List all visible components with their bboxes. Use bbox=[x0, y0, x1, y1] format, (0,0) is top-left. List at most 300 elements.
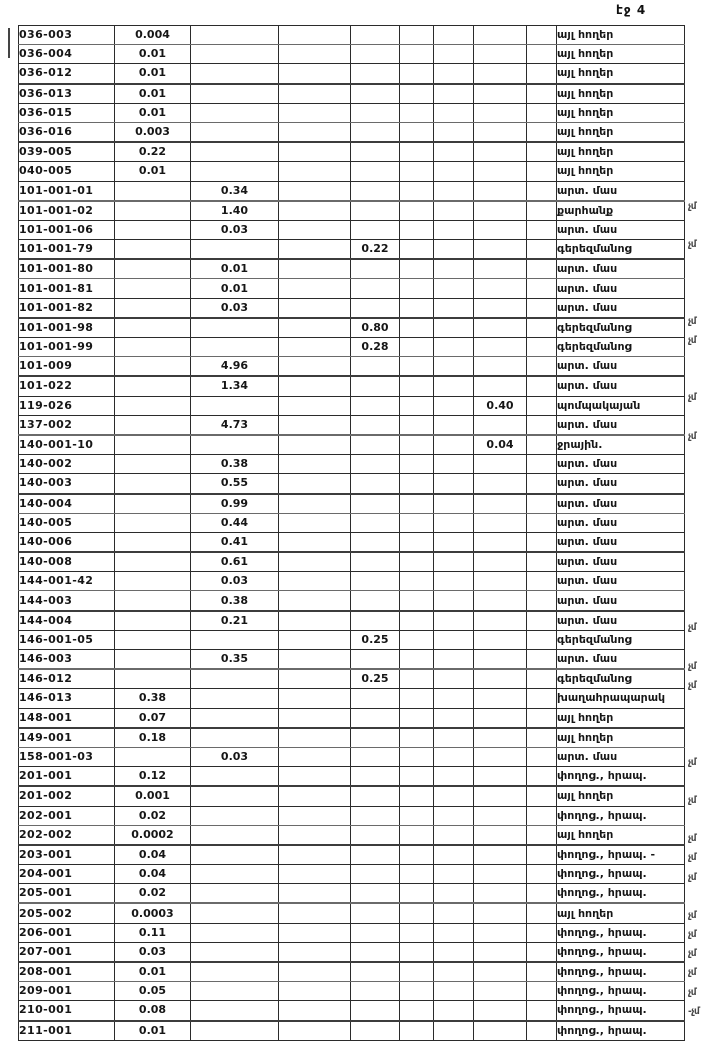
area-value-cell-col3 bbox=[191, 142, 279, 162]
empty-cell bbox=[527, 64, 557, 84]
empty-cell bbox=[434, 64, 474, 84]
empty-cell bbox=[527, 845, 557, 865]
empty-cell bbox=[279, 747, 351, 766]
empty-cell bbox=[279, 923, 351, 942]
area-value-cell-col3 bbox=[191, 825, 279, 845]
area-value-cell-col5 bbox=[351, 650, 400, 670]
margin-mark: չմ bbox=[688, 949, 697, 960]
area-value-cell-col3 bbox=[191, 982, 279, 1001]
empty-cell bbox=[400, 532, 434, 552]
land-use-cell: գերեզմանոց bbox=[557, 630, 685, 649]
land-use-cell: փողոց., հրապ. bbox=[557, 982, 685, 1001]
margin-mark: չմ bbox=[688, 393, 697, 404]
land-use-cell: արտ. մաս bbox=[557, 220, 685, 239]
empty-cell bbox=[400, 903, 434, 923]
empty-cell bbox=[434, 494, 474, 514]
empty-cell bbox=[279, 142, 351, 162]
area-value-cell-col8 bbox=[474, 552, 527, 572]
area-value-cell-col3 bbox=[191, 630, 279, 649]
table-row bbox=[19, 923, 685, 942]
area-value-cell-col2 bbox=[115, 220, 191, 239]
empty-cell bbox=[279, 552, 351, 572]
land-use-cell: փողոց., հրապ. bbox=[557, 767, 685, 787]
table-row bbox=[19, 825, 685, 845]
area-value-cell-col2: 0.01 bbox=[115, 84, 191, 104]
empty-cell bbox=[279, 26, 351, 45]
empty-cell bbox=[400, 552, 434, 572]
empty-cell bbox=[527, 201, 557, 221]
area-value-cell-col3: 1.34 bbox=[191, 376, 279, 396]
area-value-cell-col2: 0.11 bbox=[115, 923, 191, 942]
empty-cell bbox=[279, 415, 351, 435]
area-value-cell-col5 bbox=[351, 415, 400, 435]
area-value-cell-col8 bbox=[474, 26, 527, 45]
area-value-cell-col8: 0.04 bbox=[474, 435, 527, 455]
empty-cell bbox=[527, 240, 557, 260]
empty-cell bbox=[527, 45, 557, 64]
table-row bbox=[19, 298, 685, 318]
area-value-cell-col8 bbox=[474, 318, 527, 338]
empty-cell bbox=[434, 396, 474, 415]
area-value-cell-col8 bbox=[474, 708, 527, 728]
table-row bbox=[19, 650, 685, 670]
empty-cell bbox=[279, 884, 351, 904]
empty-cell bbox=[527, 396, 557, 415]
table-row bbox=[19, 884, 685, 904]
empty-cell bbox=[279, 1021, 351, 1041]
empty-cell bbox=[527, 474, 557, 494]
margin-mark: չմ bbox=[688, 335, 697, 347]
area-value-cell-col3: 0.01 bbox=[191, 259, 279, 279]
margin-annotations bbox=[686, 25, 712, 1022]
empty-cell bbox=[434, 474, 474, 494]
area-value-cell-col8 bbox=[474, 962, 527, 982]
area-value-cell-col3 bbox=[191, 240, 279, 260]
empty-cell bbox=[527, 513, 557, 532]
table-row bbox=[19, 806, 685, 825]
parcel-code-cell: 036-004 bbox=[19, 45, 115, 64]
area-value-cell-col8 bbox=[474, 865, 527, 884]
area-value-cell-col5 bbox=[351, 845, 400, 865]
land-use-cell: այլ հողեր bbox=[557, 103, 685, 122]
area-value-cell-col2: 0.0003 bbox=[115, 903, 191, 923]
parcel-code-cell: 140-002 bbox=[19, 455, 115, 474]
area-value-cell-col5 bbox=[351, 923, 400, 942]
empty-cell bbox=[279, 572, 351, 591]
land-parcel-table bbox=[18, 25, 685, 1041]
land-use-cell: արտ. մաս bbox=[557, 298, 685, 318]
table-row bbox=[19, 415, 685, 435]
area-value-cell-col3 bbox=[191, 1021, 279, 1041]
empty-cell bbox=[279, 825, 351, 845]
area-value-cell-col2: 0.01 bbox=[115, 1021, 191, 1041]
area-value-cell-col8 bbox=[474, 122, 527, 142]
land-use-cell: այլ հողեր bbox=[557, 903, 685, 923]
land-use-cell: գերեզմանոց bbox=[557, 669, 685, 689]
empty-cell bbox=[279, 1001, 351, 1021]
area-value-cell-col5 bbox=[351, 474, 400, 494]
empty-cell bbox=[400, 338, 434, 357]
area-value-cell-col5 bbox=[351, 865, 400, 884]
empty-cell bbox=[279, 435, 351, 455]
area-value-cell-col5 bbox=[351, 532, 400, 552]
empty-cell bbox=[434, 122, 474, 142]
area-value-cell-col5 bbox=[351, 572, 400, 591]
area-value-cell-col3 bbox=[191, 64, 279, 84]
margin-mark: չմ bbox=[688, 661, 697, 672]
empty-cell bbox=[527, 689, 557, 708]
empty-cell bbox=[434, 513, 474, 532]
empty-cell bbox=[434, 669, 474, 689]
empty-cell bbox=[434, 357, 474, 377]
empty-cell bbox=[527, 903, 557, 923]
area-value-cell-col8 bbox=[474, 767, 527, 787]
empty-cell bbox=[527, 786, 557, 806]
parcel-code-cell: 140-004 bbox=[19, 494, 115, 514]
land-use-cell: արտ. մաս bbox=[557, 494, 685, 514]
area-value-cell-col3: 0.03 bbox=[191, 298, 279, 318]
land-use-cell: արտ. մաս bbox=[557, 259, 685, 279]
parcel-code-cell: 140-003 bbox=[19, 474, 115, 494]
area-value-cell-col5 bbox=[351, 26, 400, 45]
land-use-cell: այլ հողեր bbox=[557, 64, 685, 84]
land-use-cell: խաղահրապարակ bbox=[557, 689, 685, 708]
table-row bbox=[19, 611, 685, 631]
area-value-cell-col2: 0.01 bbox=[115, 962, 191, 982]
table-row bbox=[19, 142, 685, 162]
area-value-cell-col8 bbox=[474, 845, 527, 865]
table-row bbox=[19, 45, 685, 64]
parcel-code-cell: 201-002 bbox=[19, 786, 115, 806]
empty-cell bbox=[279, 630, 351, 649]
table-row bbox=[19, 201, 685, 221]
land-use-cell: քարհանք bbox=[557, 201, 685, 221]
table-row bbox=[19, 1021, 685, 1041]
empty-cell bbox=[400, 786, 434, 806]
area-value-cell-col2 bbox=[115, 630, 191, 649]
area-value-cell-col8 bbox=[474, 474, 527, 494]
empty-cell bbox=[434, 962, 474, 982]
land-use-cell: փողոց., հրապ. bbox=[557, 962, 685, 982]
empty-cell bbox=[400, 689, 434, 708]
parcel-code-cell: 149-001 bbox=[19, 728, 115, 748]
area-value-cell-col5 bbox=[351, 806, 400, 825]
empty-cell bbox=[527, 494, 557, 514]
area-value-cell-col5 bbox=[351, 103, 400, 122]
area-value-cell-col3: 0.34 bbox=[191, 181, 279, 201]
empty-cell bbox=[400, 865, 434, 884]
area-value-cell-col3 bbox=[191, 1001, 279, 1021]
table-row bbox=[19, 903, 685, 923]
area-value-cell-col2: 0.01 bbox=[115, 162, 191, 181]
land-use-cell: արտ. մաս bbox=[557, 650, 685, 670]
parcel-code-cell: 101-001-99 bbox=[19, 338, 115, 357]
parcel-code-cell: 119-026 bbox=[19, 396, 115, 415]
area-value-cell-col3 bbox=[191, 728, 279, 748]
empty-cell bbox=[279, 650, 351, 670]
table-row bbox=[19, 84, 685, 104]
empty-cell bbox=[279, 689, 351, 708]
empty-cell bbox=[527, 279, 557, 298]
empty-cell bbox=[527, 552, 557, 572]
empty-cell bbox=[527, 455, 557, 474]
empty-cell bbox=[527, 338, 557, 357]
empty-cell bbox=[279, 122, 351, 142]
empty-cell bbox=[434, 767, 474, 787]
parcel-code-cell: 146-001-05 bbox=[19, 630, 115, 649]
empty-cell bbox=[527, 806, 557, 825]
area-value-cell-col2 bbox=[115, 338, 191, 357]
empty-cell bbox=[279, 845, 351, 865]
area-value-cell-col3 bbox=[191, 845, 279, 865]
land-use-cell: արտ. մաս bbox=[557, 611, 685, 631]
area-value-cell-col2: 0.01 bbox=[115, 64, 191, 84]
empty-cell bbox=[279, 962, 351, 982]
empty-cell bbox=[434, 572, 474, 591]
empty-cell bbox=[279, 338, 351, 357]
margin-mark: չմ bbox=[688, 201, 697, 212]
area-value-cell-col2 bbox=[115, 455, 191, 474]
area-value-cell-col8 bbox=[474, 903, 527, 923]
parcel-code-cell: 140-001-10 bbox=[19, 435, 115, 455]
area-value-cell-col2 bbox=[115, 532, 191, 552]
area-value-cell-col3 bbox=[191, 962, 279, 982]
area-value-cell-col3 bbox=[191, 396, 279, 415]
parcel-code-cell: 101-001-80 bbox=[19, 259, 115, 279]
land-use-cell: արտ. մաս bbox=[557, 474, 685, 494]
empty-cell bbox=[527, 122, 557, 142]
land-use-cell: փողոց., հրապ. bbox=[557, 942, 685, 962]
parcel-code-cell: 146-012 bbox=[19, 669, 115, 689]
margin-mark: չմ bbox=[688, 910, 697, 922]
area-value-cell-col2: 0.38 bbox=[115, 689, 191, 708]
area-value-cell-col3 bbox=[191, 435, 279, 455]
empty-cell bbox=[400, 259, 434, 279]
parcel-code-cell: 209-001 bbox=[19, 982, 115, 1001]
area-value-cell-col5 bbox=[351, 181, 400, 201]
area-value-cell-col3 bbox=[191, 903, 279, 923]
area-value-cell-col5 bbox=[351, 611, 400, 631]
margin-mark: չմ bbox=[688, 872, 697, 883]
empty-cell bbox=[527, 591, 557, 611]
empty-cell bbox=[434, 338, 474, 357]
parcel-code-cell: 101-001-98 bbox=[19, 318, 115, 338]
empty-cell bbox=[400, 357, 434, 377]
empty-cell bbox=[400, 630, 434, 649]
empty-cell bbox=[400, 220, 434, 239]
parcel-code-cell: 101-001-81 bbox=[19, 279, 115, 298]
area-value-cell-col5: 0.22 bbox=[351, 240, 400, 260]
parcel-code-cell: 148-001 bbox=[19, 708, 115, 728]
empty-cell bbox=[434, 611, 474, 631]
land-use-cell: արտ. մաս bbox=[557, 513, 685, 532]
area-value-cell-col5 bbox=[351, 825, 400, 845]
parcel-code-cell: 140-006 bbox=[19, 532, 115, 552]
land-use-cell: այլ հողեր bbox=[557, 708, 685, 728]
area-value-cell-col3: 4.96 bbox=[191, 357, 279, 377]
empty-cell bbox=[279, 259, 351, 279]
area-value-cell-col8 bbox=[474, 825, 527, 845]
empty-cell bbox=[279, 201, 351, 221]
empty-cell bbox=[400, 298, 434, 318]
empty-cell bbox=[400, 845, 434, 865]
area-value-cell-col2: 0.22 bbox=[115, 142, 191, 162]
area-value-cell-col8 bbox=[474, 162, 527, 181]
empty-cell bbox=[279, 591, 351, 611]
area-value-cell-col8 bbox=[474, 259, 527, 279]
table-row bbox=[19, 494, 685, 514]
area-value-cell-col5 bbox=[351, 962, 400, 982]
area-value-cell-col2: 0.004 bbox=[115, 26, 191, 45]
land-use-cell: փողոց., հրապ. bbox=[557, 865, 685, 884]
area-value-cell-col3 bbox=[191, 338, 279, 357]
empty-cell bbox=[434, 201, 474, 221]
area-value-cell-col3 bbox=[191, 84, 279, 104]
table-row bbox=[19, 786, 685, 806]
empty-cell bbox=[434, 865, 474, 884]
empty-cell bbox=[527, 923, 557, 942]
empty-cell bbox=[400, 201, 434, 221]
empty-cell bbox=[434, 825, 474, 845]
table-row bbox=[19, 767, 685, 787]
area-value-cell-col8 bbox=[474, 338, 527, 357]
land-use-cell: արտ. մաս bbox=[557, 415, 685, 435]
empty-cell bbox=[279, 181, 351, 201]
area-value-cell-col3 bbox=[191, 806, 279, 825]
table-row bbox=[19, 162, 685, 181]
area-value-cell-col8 bbox=[474, 747, 527, 766]
table-row bbox=[19, 708, 685, 728]
land-use-cell: փողոց., հրապ. bbox=[557, 1021, 685, 1041]
table-row bbox=[19, 845, 685, 865]
area-value-cell-col8 bbox=[474, 650, 527, 670]
empty-cell bbox=[434, 591, 474, 611]
table-row bbox=[19, 103, 685, 122]
land-use-cell: արտ. մաս bbox=[557, 279, 685, 298]
area-value-cell-col3: 0.44 bbox=[191, 513, 279, 532]
table-row bbox=[19, 357, 685, 377]
table-row bbox=[19, 474, 685, 494]
empty-cell bbox=[527, 318, 557, 338]
empty-cell bbox=[279, 103, 351, 122]
margin-mark: չմ bbox=[688, 623, 697, 634]
empty-cell bbox=[527, 982, 557, 1001]
area-value-cell-col8 bbox=[474, 45, 527, 64]
area-value-cell-col2: 0.01 bbox=[115, 45, 191, 64]
empty-cell bbox=[527, 84, 557, 104]
empty-cell bbox=[434, 845, 474, 865]
empty-cell bbox=[400, 806, 434, 825]
empty-cell bbox=[434, 455, 474, 474]
empty-cell bbox=[400, 396, 434, 415]
empty-cell bbox=[527, 650, 557, 670]
empty-cell bbox=[434, 532, 474, 552]
table-row bbox=[19, 552, 685, 572]
area-value-cell-col3: 0.61 bbox=[191, 552, 279, 572]
area-value-cell-col2 bbox=[115, 279, 191, 298]
empty-cell bbox=[527, 220, 557, 239]
area-value-cell-col8 bbox=[474, 513, 527, 532]
empty-cell bbox=[527, 630, 557, 649]
empty-cell bbox=[527, 181, 557, 201]
area-value-cell-col8 bbox=[474, 298, 527, 318]
area-value-cell-col5 bbox=[351, 747, 400, 766]
area-value-cell-col2 bbox=[115, 572, 191, 591]
table-row bbox=[19, 376, 685, 396]
area-value-cell-col5 bbox=[351, 786, 400, 806]
table-row bbox=[19, 455, 685, 474]
area-value-cell-col5 bbox=[351, 122, 400, 142]
empty-cell bbox=[434, 45, 474, 64]
empty-cell bbox=[527, 415, 557, 435]
area-value-cell-col3 bbox=[191, 669, 279, 689]
margin-mark: չմ bbox=[688, 757, 697, 768]
empty-cell bbox=[527, 376, 557, 396]
empty-cell bbox=[527, 942, 557, 962]
area-value-cell-col8 bbox=[474, 240, 527, 260]
empty-cell bbox=[400, 376, 434, 396]
empty-cell bbox=[400, 611, 434, 631]
area-value-cell-col5 bbox=[351, 1001, 400, 1021]
land-use-cell: արտ. մաս bbox=[557, 455, 685, 474]
parcel-code-cell: 144-001-42 bbox=[19, 572, 115, 591]
parcel-code-cell: 101-022 bbox=[19, 376, 115, 396]
parcel-code-cell: 158-001-03 bbox=[19, 747, 115, 766]
empty-cell bbox=[400, 279, 434, 298]
land-use-cell: այլ հողեր bbox=[557, 84, 685, 104]
empty-cell bbox=[527, 26, 557, 45]
parcel-code-cell: 036-003 bbox=[19, 26, 115, 45]
area-value-cell-col2 bbox=[115, 591, 191, 611]
empty-cell bbox=[400, 240, 434, 260]
area-value-cell-col8 bbox=[474, 357, 527, 377]
empty-cell bbox=[434, 26, 474, 45]
area-value-cell-col2 bbox=[115, 396, 191, 415]
margin-mark: չմ bbox=[688, 853, 697, 864]
area-value-cell-col8: 0.40 bbox=[474, 396, 527, 415]
parcel-code-cell: 202-001 bbox=[19, 806, 115, 825]
area-value-cell-col8 bbox=[474, 84, 527, 104]
empty-cell bbox=[434, 415, 474, 435]
area-value-cell-col2 bbox=[115, 240, 191, 260]
area-value-cell-col8 bbox=[474, 415, 527, 435]
land-use-cell: փողոց., հրապ. bbox=[557, 806, 685, 825]
empty-cell bbox=[400, 474, 434, 494]
area-value-cell-col3: 0.38 bbox=[191, 455, 279, 474]
scan-artifact-line bbox=[8, 28, 10, 58]
empty-cell bbox=[527, 962, 557, 982]
area-value-cell-col2: 0.05 bbox=[115, 982, 191, 1001]
area-value-cell-col3: 0.03 bbox=[191, 572, 279, 591]
empty-cell bbox=[434, 923, 474, 942]
empty-cell bbox=[400, 591, 434, 611]
area-value-cell-col2: 0.04 bbox=[115, 845, 191, 865]
area-value-cell-col8 bbox=[474, 806, 527, 825]
margin-mark: չմ bbox=[688, 795, 697, 807]
empty-cell bbox=[527, 865, 557, 884]
parcel-code-cell: 204-001 bbox=[19, 865, 115, 884]
margin-mark: չմ bbox=[688, 239, 697, 251]
empty-cell bbox=[400, 318, 434, 338]
area-value-cell-col5 bbox=[351, 552, 400, 572]
area-value-cell-col2 bbox=[115, 259, 191, 279]
empty-cell bbox=[400, 650, 434, 670]
area-value-cell-col8 bbox=[474, 611, 527, 631]
empty-cell bbox=[434, 630, 474, 649]
margin-mark: -չմ bbox=[688, 1006, 700, 1018]
area-value-cell-col5 bbox=[351, 767, 400, 787]
area-value-cell-col5 bbox=[351, 162, 400, 181]
